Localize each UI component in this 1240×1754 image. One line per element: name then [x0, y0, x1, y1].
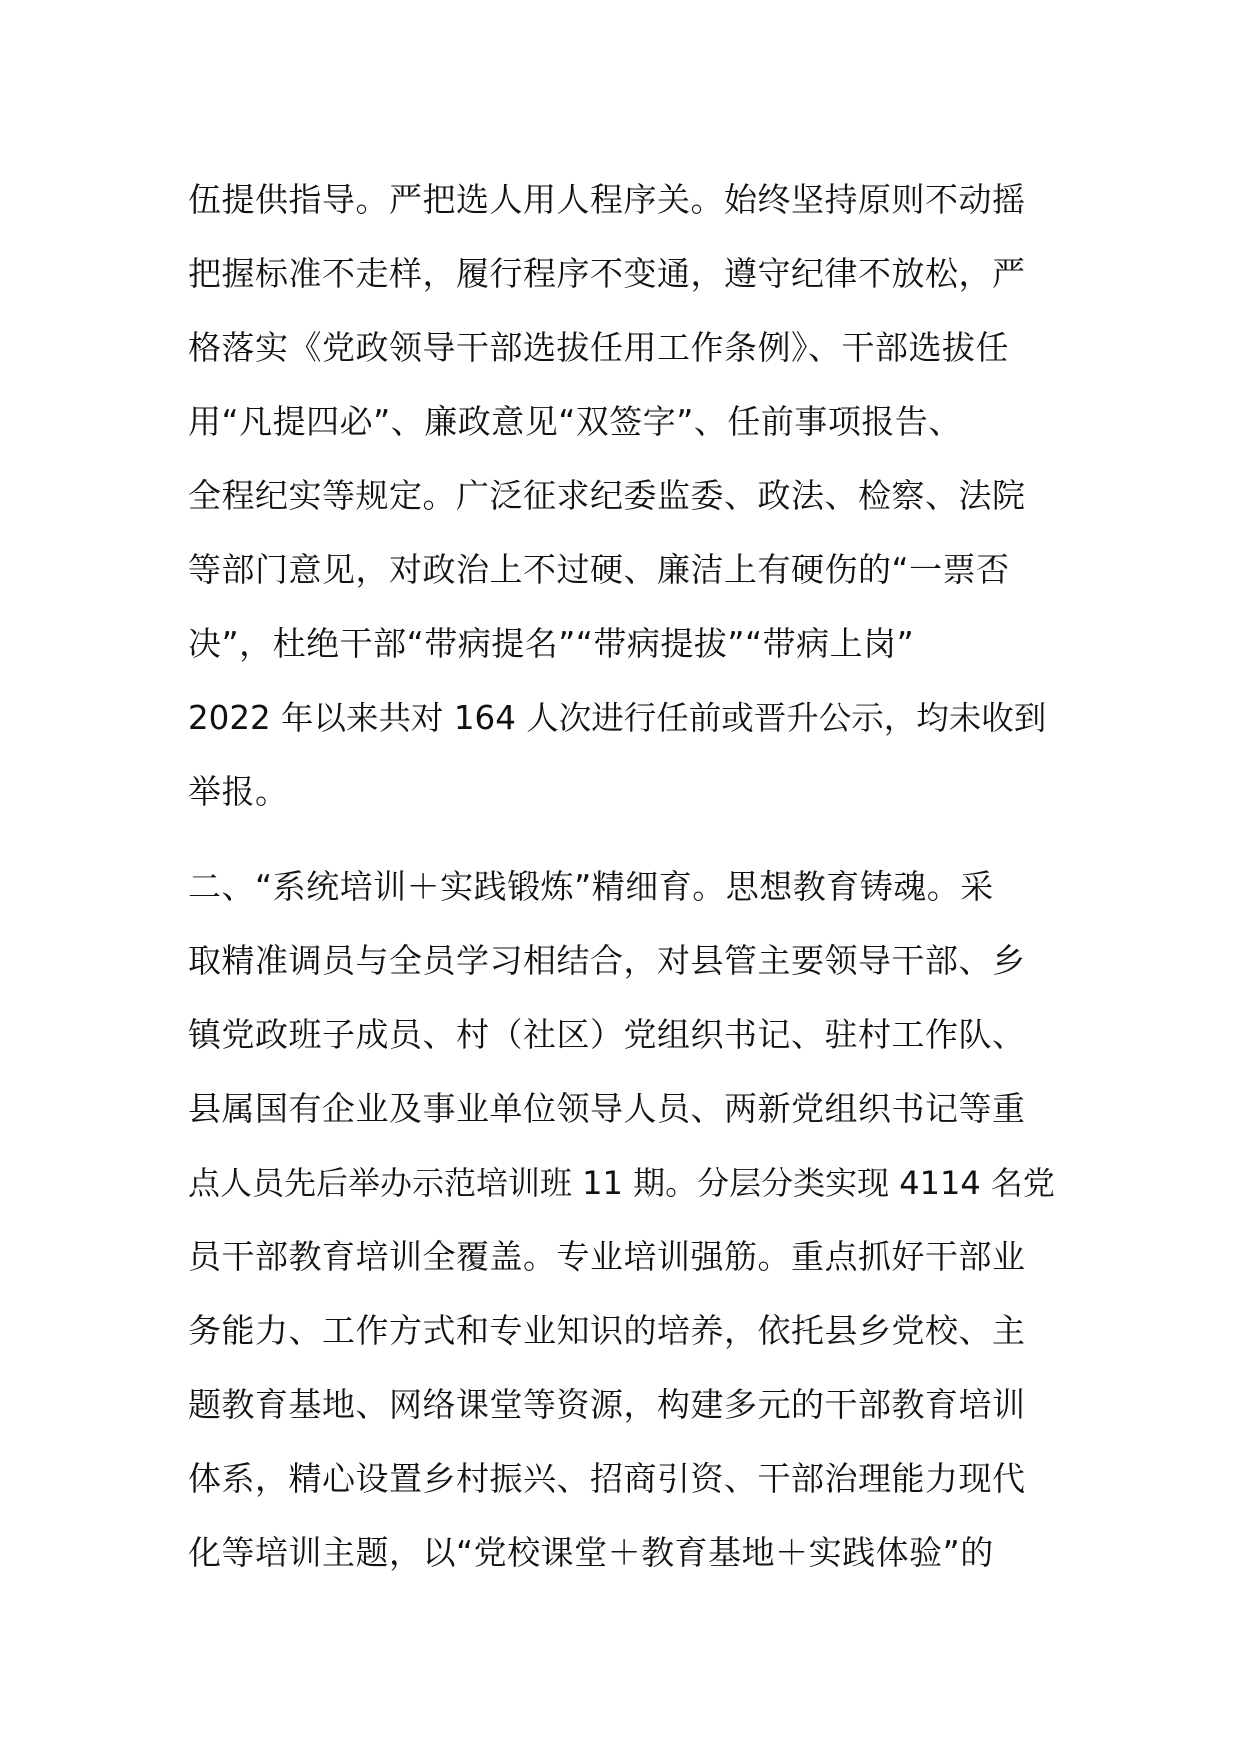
text-line: 化等培训主题，以“党校课堂＋教育基地＋实践体验”的 [188, 1533, 994, 1572]
text-line: 点人员先后举办示范培训班 11 期。分层分类实现 4114 名党 [188, 1164, 1055, 1202]
text-line: 决”，杜绝干部“带病提名”“带病提拔”“带病上岗” [188, 624, 915, 663]
text-line: 取精准调员与全员学习相结合，对县管主要领导干部、乡 [188, 941, 1026, 980]
text-line: 体系，精心设置乡村振兴、招商引资、干部治理能力现代 [188, 1459, 1026, 1498]
text-line: 格落实《党政领导干部选拔任用工作条例》、干部选拔任 [188, 328, 1009, 367]
text-line: 2022 年以来共对 164 人次进行任前或晋升公示，均未收到 [188, 699, 1047, 737]
text-line: 用“凡提四必”、廉政意见“双签字”、任前事项报告、 [188, 402, 962, 441]
text-line: 题教育基地、网络课堂等资源，构建多元的干部教育培训 [188, 1385, 1026, 1424]
text-line: 举报。 [188, 772, 289, 811]
text-line: 员干部教育培训全覆盖。专业培训强筋。重点抓好干部业 [188, 1237, 1026, 1276]
section-heading-line: 二、“系统培训＋实践锻炼”精细育。思想教育铸魂。采 [188, 867, 994, 906]
text-line: 把握标准不走样，履行程序不变通，遵守纪律不放松，严 [188, 254, 1026, 293]
text-line: 务能力、工作方式和专业知识的培养，依托县乡党校、主 [188, 1311, 1026, 1350]
text-line: 伍提供指导。严把选人用人程序关。始终坚持原则不动摇 [188, 180, 1026, 219]
text-line: 镇党政班子成员、村（社区）党组织书记、驻村工作队、 [188, 1015, 1026, 1054]
text-line: 等部门意见，对政治上不过硬、廉洁上有硬伤的“一票否 [188, 550, 1010, 589]
text-line: 县属国有企业及事业单位领导人员、两新党组织书记等重 [188, 1089, 1026, 1128]
text-line: 全程纪实等规定。广泛征求纪委监委、政法、检察、法院 [188, 476, 1026, 515]
